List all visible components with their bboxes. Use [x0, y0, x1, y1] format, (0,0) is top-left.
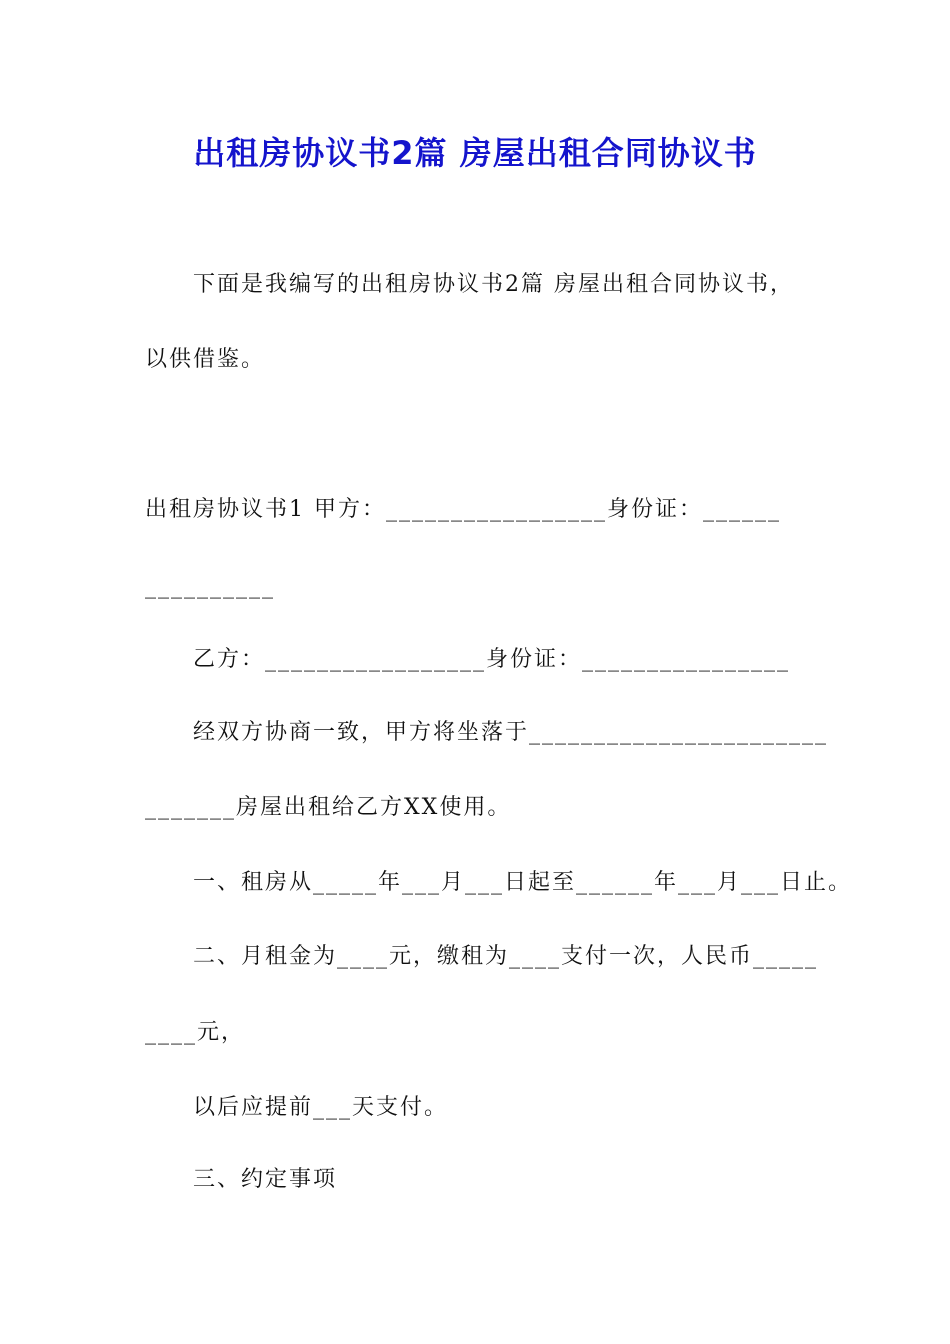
clause-2-payment-advance: 以后应提前___天支付。 [193, 1095, 449, 1120]
intro-line-1: 下面是我编写的出租房协议书2篇 房屋出租合同协议书， [193, 272, 794, 297]
party-a-id-continuation: __________ [145, 574, 275, 599]
party-b-line: 乙方：_________________身份证：________________ [193, 647, 791, 672]
agreement-location-line: 经双方协商一致，甲方将坐落于_______________________ [193, 720, 829, 745]
clause-1-term: 一、租房从_____年___月___日起至______年___月___日止。 [193, 870, 853, 895]
clause-2-rent-continuation: ____元， [145, 1020, 246, 1045]
party-a-line: 出租房协议书1 甲方：_________________身份证：______ [145, 497, 781, 522]
clause-3-heading: 三、约定事项 [193, 1167, 338, 1192]
intro-line-2: 以供借鉴。 [145, 347, 266, 372]
document-title: 出租房协议书2篇 房屋出租合同协议书 [193, 134, 757, 172]
clause-2-rent: 二、月租金为____元，缴租为____支付一次，人民币_____ [193, 944, 819, 969]
agreement-usage-line: _______房屋出租给乙方XX使用。 [145, 795, 512, 820]
